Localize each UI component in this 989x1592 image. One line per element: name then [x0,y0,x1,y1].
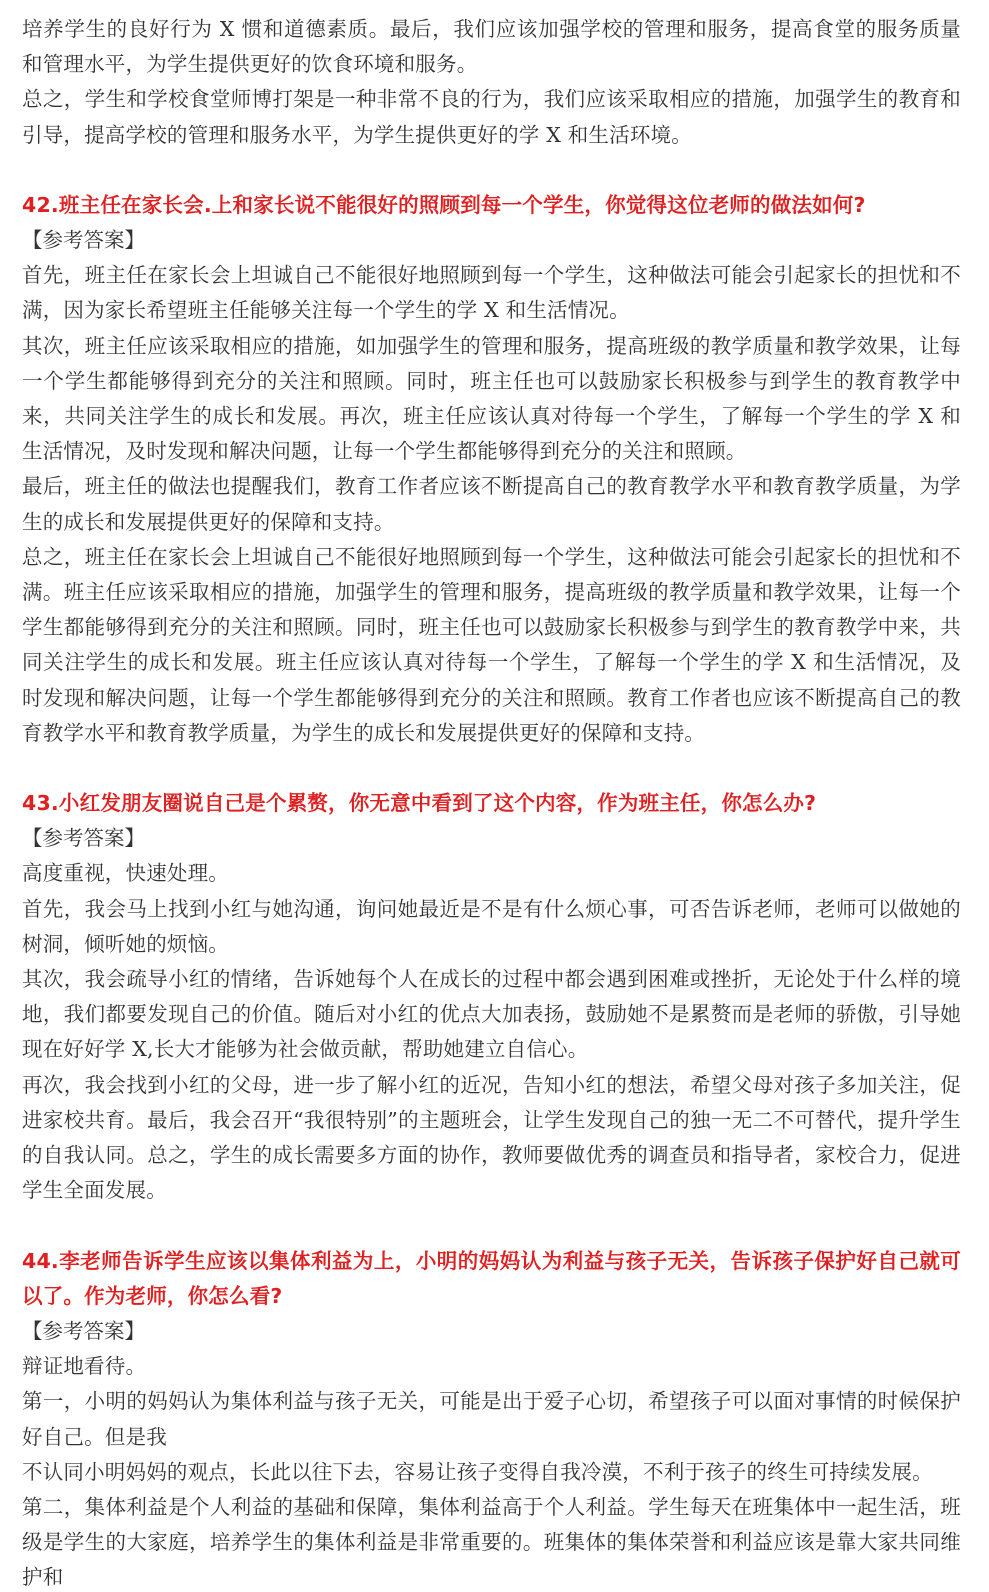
question-44-title: 44.李老师告诉学生应该以集体利益为上，小明的妈妈认为利益与孩子无关，告诉孩子保护好自己就可以了。作为老师，你怎么看? [22,1248,961,1308]
answer-43-paragraph-4: 再次，我会找到小红的父母，进一步了解小红的近况，告知小红的想法，希望父母对孩子多加关注，促进家校共育。最后，我会召开“我很特别”的主题班会，让学生发现自己的独一无二不可替代，提升学生的自我认同。总之，学生的成长需要多方面的协作，教师要做优秀的调查员和指导者，家校合力，促进学生全面发展。 [22,1072,961,1203]
answer-42-paragraph-2: 其次，班主任应该采取相应的措施，如加强学生的管理和服务，提高班级的教学质量和教学效果，让每一个学生都能够得到充分的关注和照顾。同时，班主任也可以鼓励家长积极参与到学生的教育教学中来，共同关注学生的成长和发展。再次，班主任应该认真对待每一个学生，了解每一个学生的学 X 和生活情况，及时发现和解决问题，让每一个学生都能够得到充分的关注和照顾。 [22,333,961,464]
question-43-title: 43.小红发朋友圈说自己是个累赘，你无意中看到了这个内容，作为班主任，你怎么办? [22,791,817,816]
answer-44-paragraph-3: 不认同小明妈妈的观点，长此以往下去，容易让孩子变得自我冷漠，不利于孩子的终生可持续发展。 [22,1459,933,1484]
answer-42-paragraph-4: 总之，班主任在家长会上坦诚自己不能很好地照顾到每一个学生，这种做法可能会引起家长的担忧和不满。班主任应该采取相应的措施，加强学生的管理和服务，提高班级的教学质量和教学效果，让每一个学生都能够得到充分的关注和照顾。同时，班主任也可以鼓励家长积极参与到学生的教育教学中来，共同关注学生的成长和发展。班主任应该认真对待每一个学生，了解每一个学生的学 X 和生活情况，及时发现和解决问题，让每一个学生都能够得到充分的关注和照顾。教育工作者也应该不断提高自己的教育教学水平和教育教学质量，为学生的成长和发展提供更好的保障和支持。 [22,544,961,745]
answer-43-paragraph-3: 其次，我会疏导小红的情绪，告诉她每个人在成长的过程中都会遇到困难或挫折，无论处于什么样的境地，我们都要发现自己的价值。随后对小红的优点大加表扬，鼓励她不是累赘而是老师的骄傲，引导她现在好好学 X,长大才能够为社会做贡献，帮助她建立自信心。 [22,967,961,1062]
answer-42-paragraph-1: 首先，班主任在家长会上坦诚自己不能很好地照顾到每一个学生，这种做法可能会引起家长的担忧和不满，因为家长希望班主任能够关注每一个学生的学 X 和生活情况。 [22,263,961,323]
answer-43-paragraph-2: 首先，我会马上找到小红与她沟通，询问她最近是不是有什么烦心事，可否告诉老师，老师可以做她的树洞，倾听她的烦恼。 [22,896,961,956]
section-spacer [22,153,961,188]
answer-label-43: 【参考答案】 [22,826,145,851]
answer-42-paragraph-3: 最后，班主任的做法也提醒我们，教育工作者应该不断提高自己的教育教学水平和教育教学质量，为学生的成长和发展提供更好的保障和支持。 [22,474,961,534]
answer-44-paragraph-1: 辩证地看待。 [22,1354,147,1379]
intro-paragraph-2: 总之，学生和学校食堂师博打架是一种非常不良的行为，我们应该采取相应的措施，加强学生的教育和引导，提高学校的管理和服务水平，为学生提供更好的学 X 和生活环境。 [22,87,961,147]
question-44-section [22,1244,961,1592]
answer-44-paragraph-4: 第二，集体利益是个人利益的基础和保障，集体利益高于个人利益。学生每天在班集体中一起生活，班级是学生的大家庭，培养学生的集体利益是非常重要的。班集体的集体荣誉和利益应该是靠大家共同维护和 [22,1494,961,1590]
question-43-section [22,786,961,1208]
answer-43-paragraph-1: 高度重视，快速处理。 [22,861,229,886]
answer-44-paragraph-2: 第一，小明的妈妈认为集体利益与孩子无关，可能是出于爱子心切，希望孩子可以面对事情的时候保护好自己。但是我 [22,1389,961,1449]
question-42-title: 42.班主任在家长会.上和家长说不能很好的照顾到每一个学生，你觉得这位老师的做法如何? [22,192,866,217]
answer-label-42: 【参考答案】 [22,228,145,253]
answer-label-44: 【参考答案】 [22,1318,145,1343]
section-spacer [22,1209,961,1244]
intro-paragraph-1: 培养学生的良好行为 X 惯和道德素质。最后，我们应该加强学校的管理和服务，提高食堂的服务质量和管理水平，为学生提供更好的饮食环境和服务。 [22,17,961,77]
question-42-section [22,188,961,751]
section-spacer [22,751,961,786]
